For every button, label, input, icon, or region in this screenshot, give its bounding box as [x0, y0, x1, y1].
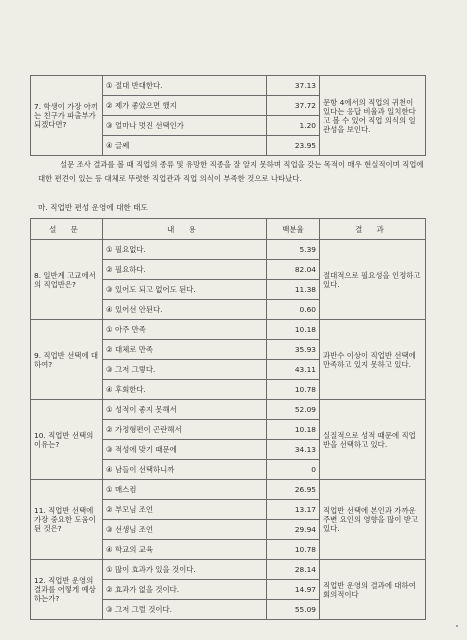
percent-cell: 52.09	[267, 400, 320, 420]
percent-cell: 10.78	[267, 540, 320, 560]
option-cell: ② 제가 좋았으면 했지	[103, 96, 267, 116]
option-cell: ② 가정형편이 곤란해서	[103, 420, 267, 440]
option-cell: ① 많이 효과가 있을 것이다.	[103, 560, 267, 580]
header-content: 내 용	[103, 219, 267, 240]
option-cell: ② 대체로 만족	[103, 340, 267, 360]
percent-cell: 23.95	[267, 136, 320, 156]
summary-paragraph: 설문 조사 결과를 볼 때 직업의 종류 및 유망한 직종을 잘 알지 못하며 직업을 갖는 목적이 매우 현실적이며 직업에 대한 편견이 있는 등 대체로 뚜렷한 직업관과 직업 의식이 부족한 것으로 나타났다.	[38, 160, 424, 183]
option-cell: ④ 학교의 교육	[103, 540, 267, 560]
result-cell: 과반수 이상이 직업반 선택에 만족하고 있지 못하고 있다.	[320, 320, 426, 400]
speck-mark	[456, 625, 458, 627]
option-cell: ① 필요없다.	[103, 240, 267, 260]
result-cell: 실질적으로 성적 때문에 직업반을 선택하고 있다.	[320, 400, 426, 480]
percent-cell: 1.20	[267, 116, 320, 136]
header-percent: 백분율	[267, 219, 320, 240]
option-cell: ② 필요하다.	[103, 260, 267, 280]
percent-cell: 0.60	[267, 300, 320, 320]
result-cell: 직업반 선택에 본인과 가까운 주변 요인의 영향을 많이 받고 있다.	[320, 480, 426, 560]
question-cell: 10. 직업반 선택의 이유는?	[31, 400, 103, 480]
percent-cell: 55.09	[267, 600, 320, 620]
option-cell: ④ 있어선 안된다.	[103, 300, 267, 320]
percent-cell: 29.94	[267, 520, 320, 540]
percent-cell: 34.13	[267, 440, 320, 460]
percent-cell: 82.04	[267, 260, 320, 280]
header-question: 설 문	[31, 219, 103, 240]
result-cell: 절대적으로 필요성을 인정하고 있다.	[320, 240, 426, 320]
question-cell: 8. 일반계 고교에서의 직업반은?	[31, 240, 103, 320]
percent-cell: 10.78	[267, 380, 320, 400]
option-cell: ① 성적이 좋지 못해서	[103, 400, 267, 420]
percent-cell: 0	[267, 460, 320, 480]
option-cell: ③ 있어도 되고 없어도 된다.	[103, 280, 267, 300]
option-cell: ④ 남들이 선택하니까	[103, 460, 267, 480]
percent-cell: 28.14	[267, 560, 320, 580]
question-cell: 11. 직업반 선택에 가장 중요한 도움이 된 것은?	[31, 480, 103, 560]
option-cell: ③ 얼마나 멋진 선택인가	[103, 116, 267, 136]
percent-cell: 14.97	[267, 580, 320, 600]
percent-cell: 11.38	[267, 280, 320, 300]
result-cell: 직업반 운영의 결과에 대하여 회의적이다	[320, 560, 426, 620]
percent-cell: 26.95	[267, 480, 320, 500]
survey-table-main	[30, 218, 426, 620]
section-heading: 마. 직업반 편성 운영에 대한 태도	[38, 203, 148, 212]
question-cell: 9. 직업반 선택에 대하여?	[31, 320, 103, 400]
question-cell: 7. 학생이 가장 아끼는 친구가 파출부가 되겠다면?	[31, 76, 103, 156]
option-cell: ② 효과가 없을 것이다.	[103, 580, 267, 600]
option-cell: ③ 그저 그럴 것이다.	[103, 600, 267, 620]
percent-cell: 13.17	[267, 500, 320, 520]
option-cell: ① 절대 반대한다.	[103, 76, 267, 96]
option-cell: ③ 적성에 맞기 때문에	[103, 440, 267, 460]
option-cell: ① 매스컴	[103, 480, 267, 500]
percent-cell: 10.18	[267, 320, 320, 340]
percent-cell: 37.72	[267, 96, 320, 116]
option-cell: ④ 후회한다.	[103, 380, 267, 400]
option-cell: ③ 선생님 조언	[103, 520, 267, 540]
percent-cell: 43.11	[267, 360, 320, 380]
option-cell: ③ 그저 그렇다.	[103, 360, 267, 380]
result-cell: 문항 4에서의 직업의 귀천이 있다는 응답 비율과 일치한다고 볼 수 있어 직업 의식의 일관성을 보인다.	[320, 76, 426, 156]
survey-table-item-7	[30, 75, 426, 156]
percent-cell: 37.13	[267, 76, 320, 96]
option-cell: ④ 글쎄	[103, 136, 267, 156]
percent-cell: 10.18	[267, 420, 320, 440]
percent-cell: 35.93	[267, 340, 320, 360]
option-cell: ① 아주 만족	[103, 320, 267, 340]
percent-cell: 5.39	[267, 240, 320, 260]
question-cell: 12. 직업반 운영의 결과를 어떻게 예상하는가?	[31, 560, 103, 620]
option-cell: ② 부모님 조언	[103, 500, 267, 520]
header-result: 결 과	[320, 219, 426, 240]
